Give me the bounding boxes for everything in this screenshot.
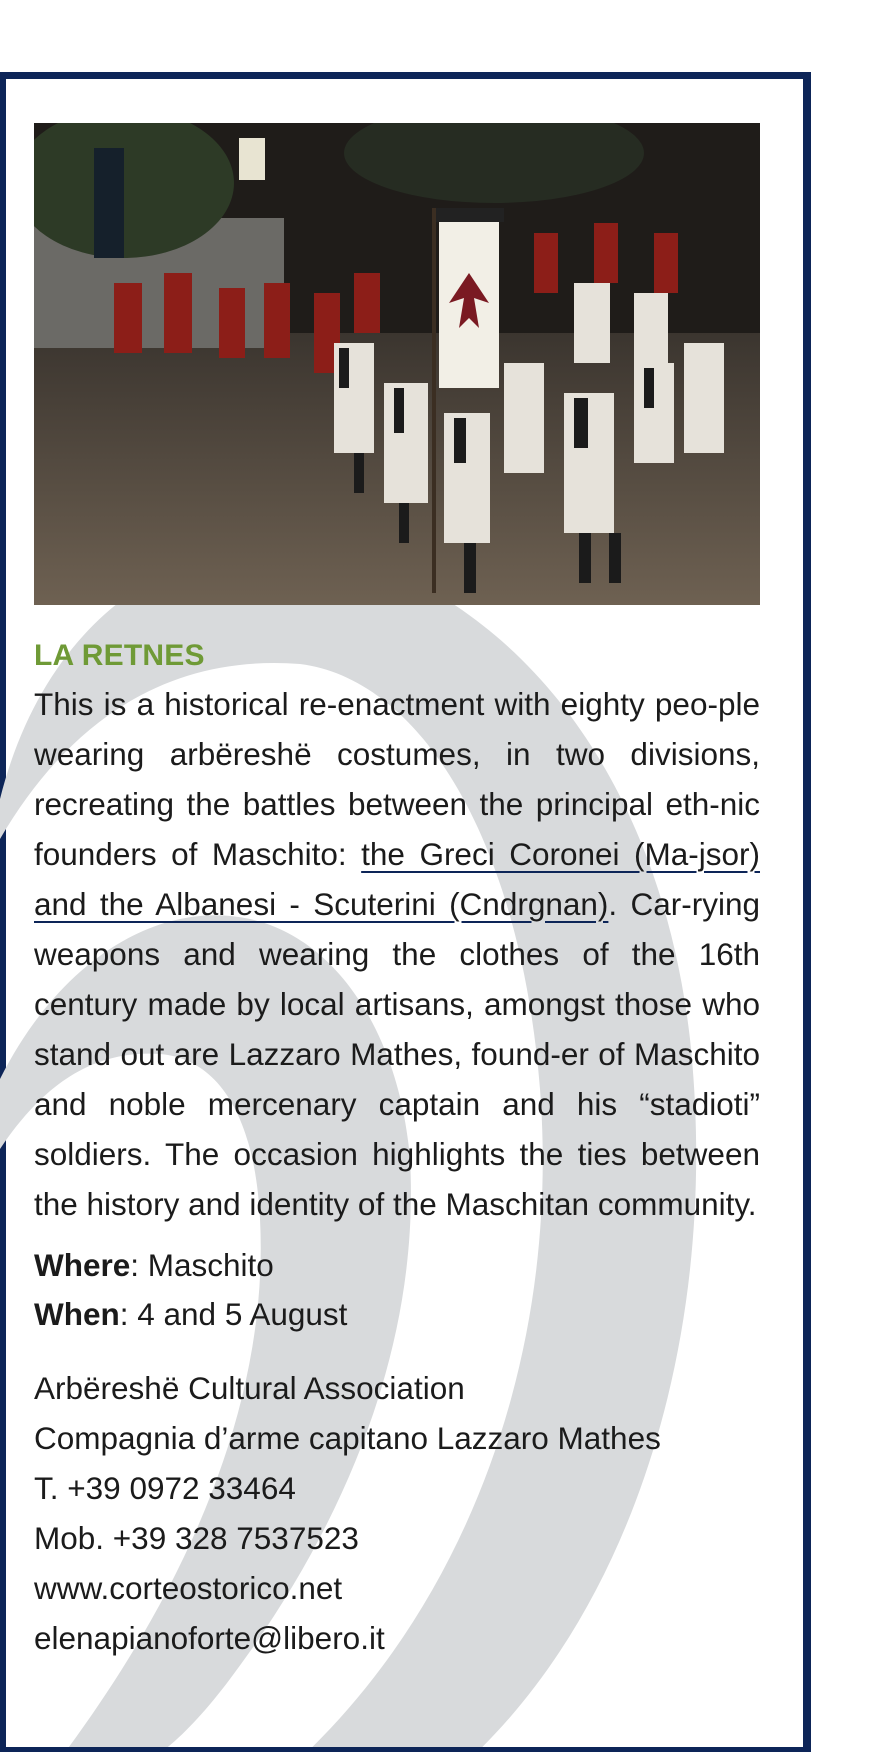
when-value: : 4 and 5 August (119, 1296, 348, 1332)
when-row (34, 1290, 760, 1339)
website-link[interactable]: www.corteostorico.net (34, 1570, 343, 1606)
association-name: Arbëreshë Cultural Association (34, 1370, 465, 1406)
event-facts (34, 1241, 760, 1339)
article-body (34, 679, 760, 1229)
article-frame (0, 72, 811, 1752)
mobile-number: Mob. +39 328 7537523 (34, 1520, 359, 1556)
body-text-start: This is a historical re-enactment with eighty peo-ple wearing arbëreshë costumes, in two divisions, recreating the battles between the principal eth-nic founders of Maschito: (34, 686, 760, 872)
company-name: Compagnia d’arme capitano Lazzaro Mathes (34, 1420, 661, 1456)
phone-number: T. +39 0972 33464 (34, 1470, 296, 1506)
where-label: Where (34, 1247, 131, 1283)
where-value: : Maschito (130, 1247, 274, 1283)
reenactment-photo (34, 123, 760, 605)
photo-illustration (34, 123, 760, 605)
when-label: When (34, 1296, 120, 1332)
body-text-end: . Car-rying weapons and wearing the clothes of the 16th century made by local artisans, amongst those who stand out are Lazzaro Mathes, found-er of Maschito and noble mercenary captain and his “stadioti” soldiers. The occasion highlights the ties between the history and identity of the Maschitan community. (34, 886, 760, 1222)
article-title: LA RETNES (34, 639, 205, 672)
founders-link[interactable]: the Greci Coronei (Ma-jsor) and the Albanesi - Scuterini (Cndrgnan) (34, 836, 760, 922)
where-row (34, 1241, 760, 1290)
email-link[interactable]: elenapianoforte@libero.it (34, 1620, 385, 1656)
contact-block (34, 1363, 760, 1663)
